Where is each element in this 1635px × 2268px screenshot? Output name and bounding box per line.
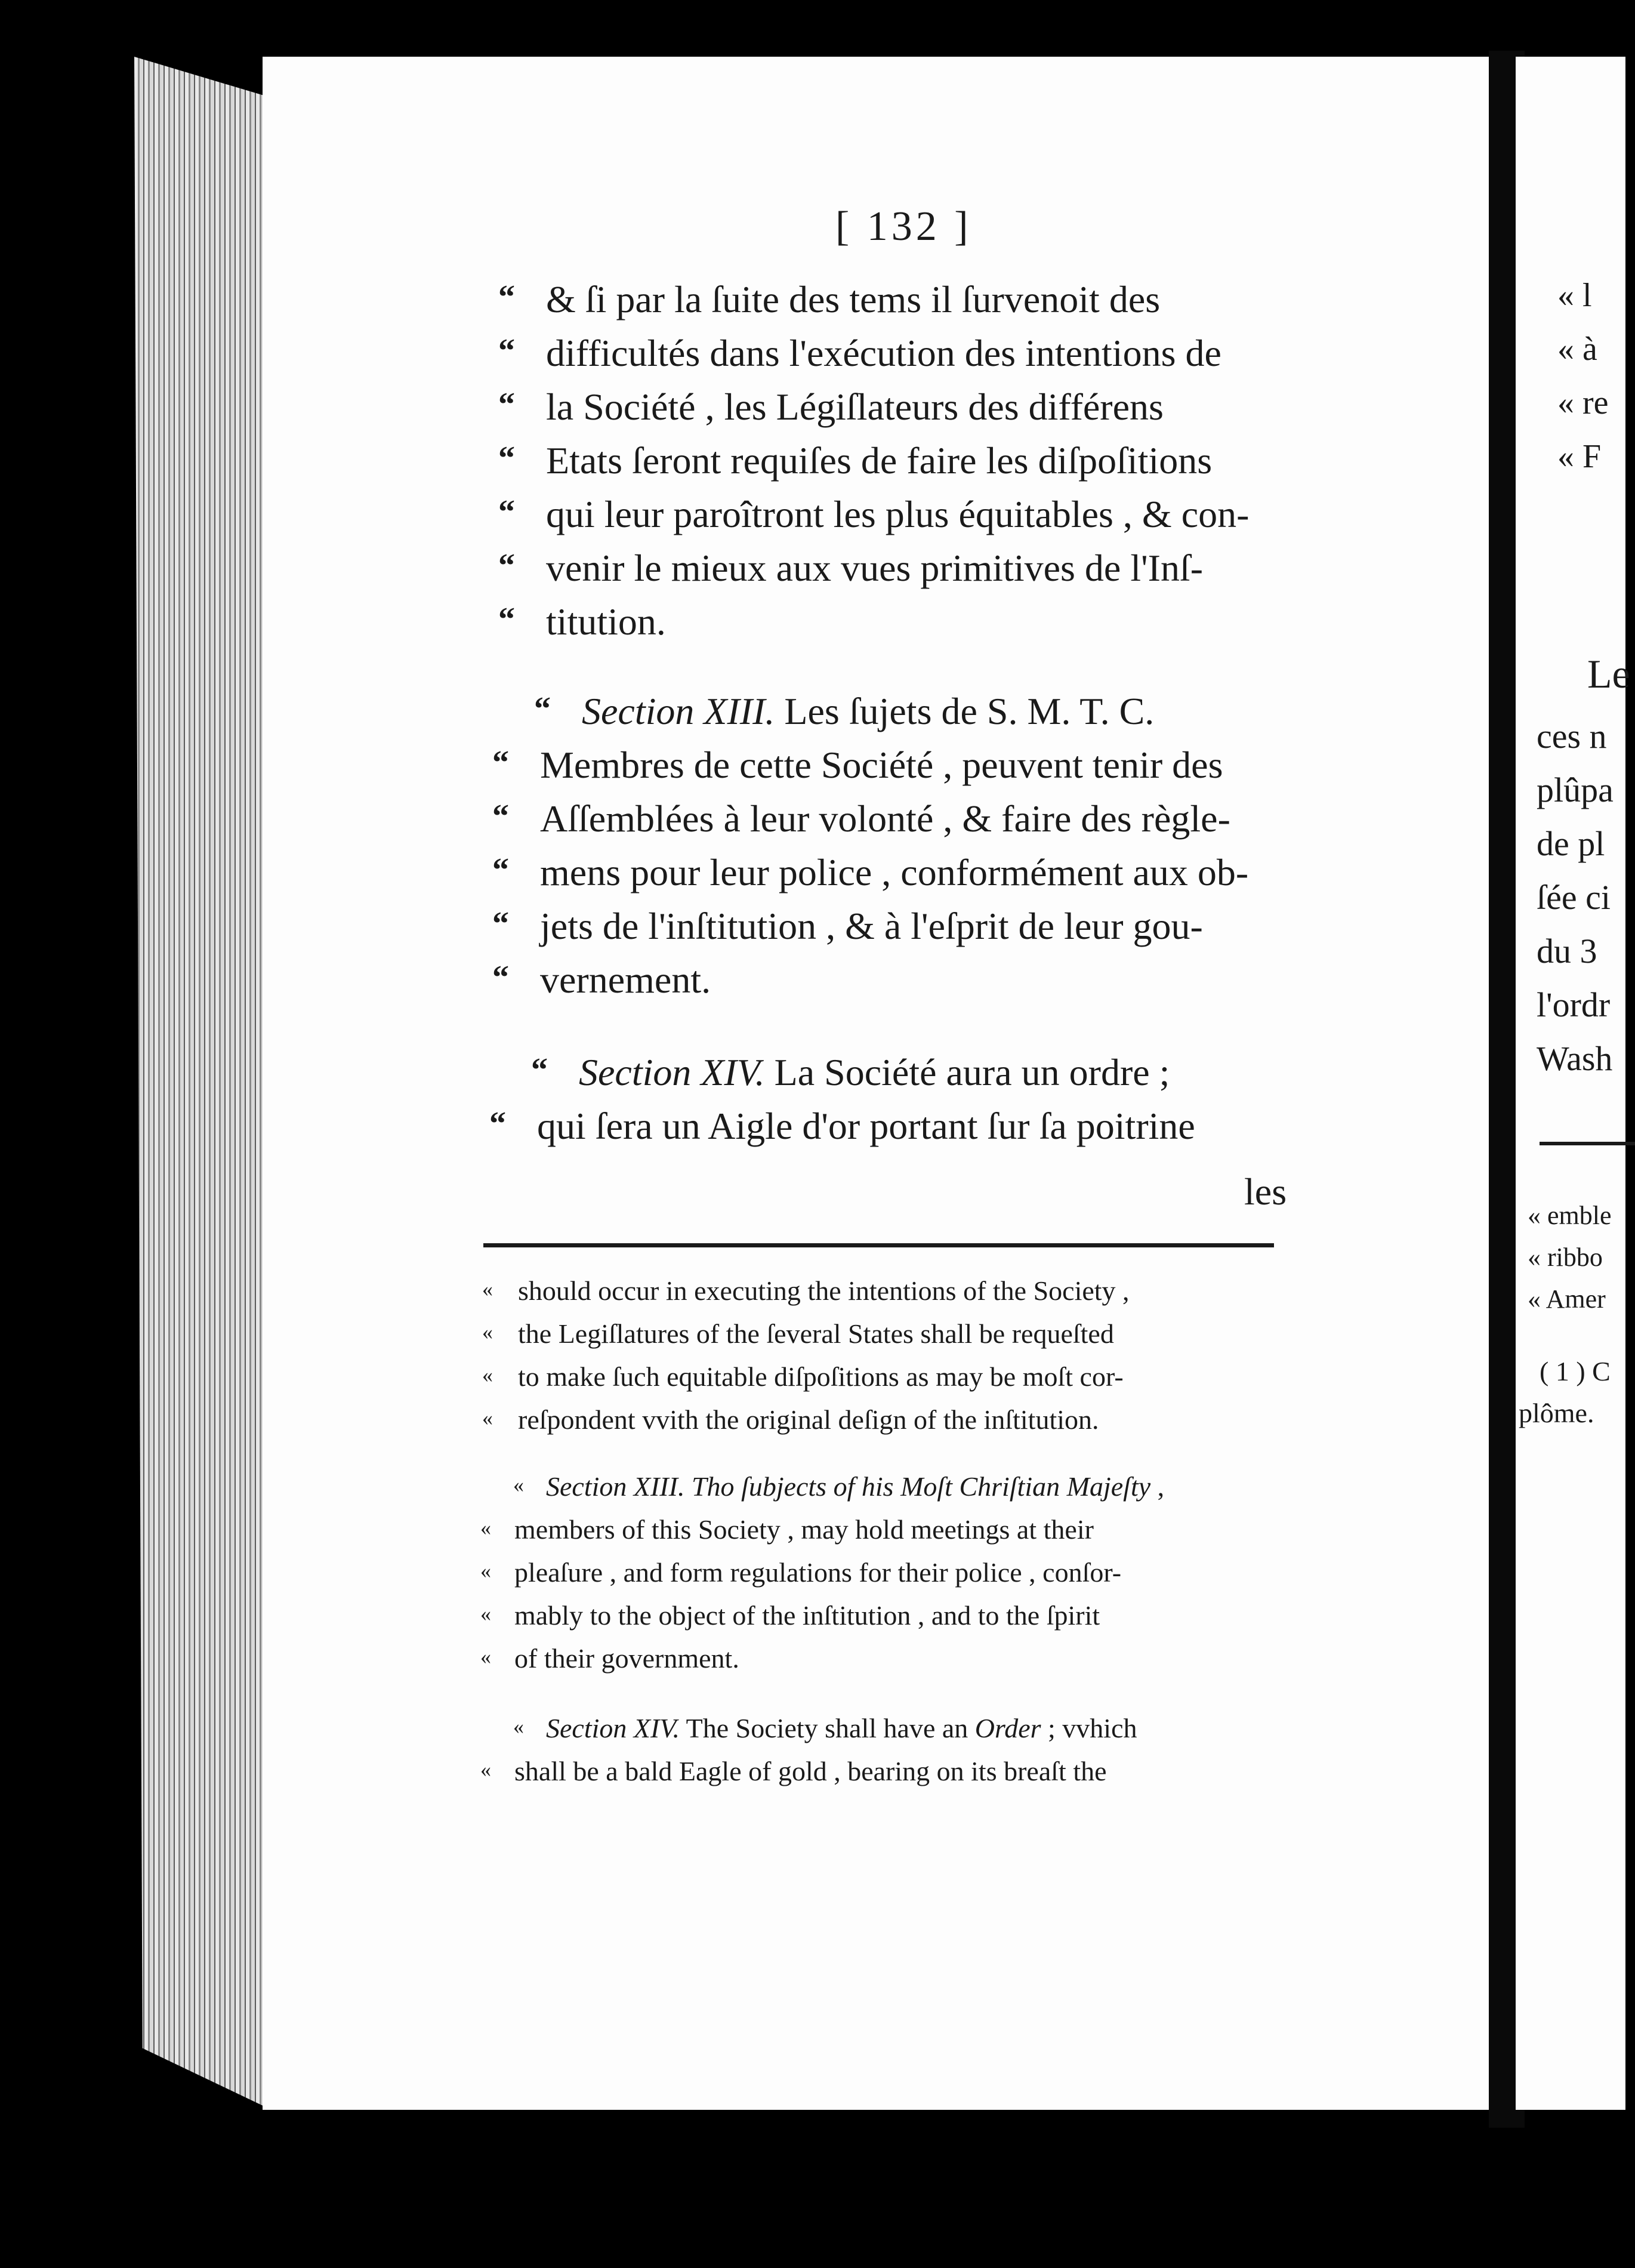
section-xiv-text: La Société aura un ordre ; xyxy=(774,1051,1170,1093)
quote-mark: « xyxy=(480,1645,491,1669)
right-body-fragment: l'ordr xyxy=(1537,985,1611,1024)
french-line: venir le mieux aux vues primitives de l'Inſ- xyxy=(546,547,1204,589)
section-xiv-label: Section XIV. xyxy=(546,1713,680,1743)
quote-mark: « xyxy=(480,1559,491,1583)
right-body-fragment: de pl xyxy=(1537,824,1605,863)
right-body-fragment: ſée ci xyxy=(1537,878,1611,917)
quote-mark: « xyxy=(513,1715,524,1739)
french-section-xiii-line xyxy=(582,692,1154,731)
right-note-fragment: ( 1 ) C xyxy=(1540,1356,1611,1386)
section-xiv-text: The Society shall have an xyxy=(686,1713,968,1743)
section-xiii-text: Tho ſubjects of his Moſt Chriſtian Majeſty xyxy=(691,1471,1151,1502)
quote-mark: “ xyxy=(498,279,515,316)
english-section-xiii-line xyxy=(546,1473,1164,1500)
quote-mark: “ xyxy=(498,547,515,584)
right-en-fragment: « ribbo xyxy=(1528,1243,1603,1272)
quote-mark: « xyxy=(482,1363,493,1387)
french-line: Etats ſeront requiſes de faire les diſpoſitions xyxy=(546,439,1213,482)
section-xiii-text: Les ſujets de S. M. T. C. xyxy=(784,690,1155,732)
french-line: jets de l'inſtitution , & à l'eſprit de leur gou- xyxy=(540,905,1203,947)
quote-mark: « xyxy=(482,1277,493,1301)
right-fr-fragment: « à xyxy=(1557,331,1597,368)
right-en-fragment: « emble xyxy=(1528,1201,1612,1230)
section-xiii-label: Section XIII. xyxy=(546,1471,685,1502)
quote-mark: « xyxy=(480,1602,491,1626)
quote-mark: “ xyxy=(534,691,551,728)
right-en-fragment: « Amer xyxy=(1528,1284,1606,1314)
french-line: qui ſera un Aigle d'or portant ſur ſa poitrine xyxy=(537,1105,1195,1147)
quote-mark: “ xyxy=(492,905,509,942)
page-number: [ 132 ] xyxy=(835,204,972,249)
quote-mark: “ xyxy=(498,440,515,477)
section-xiv-label: Section XIV. xyxy=(579,1051,765,1093)
quote-mark: “ xyxy=(498,332,515,369)
right-fr-fragment: « re xyxy=(1557,384,1609,421)
french-line: titution. xyxy=(546,600,666,643)
french-line: difficultés dans l'exécution des intentions de xyxy=(546,332,1221,374)
quote-mark: “ xyxy=(492,798,509,835)
quote-mark: « xyxy=(480,1758,491,1782)
french-line: Aſſemblées à leur volonté , & faire des règle- xyxy=(540,797,1230,840)
french-line: mens pour leur police , conformément aux ob- xyxy=(540,851,1249,893)
french-line: & ſi par la ſuite des tems il ſurvenoit des xyxy=(546,278,1161,321)
english-line: should occur in executing the intentions of the Society , xyxy=(518,1275,1130,1306)
right-body-fragment: du 3 xyxy=(1537,932,1597,970)
quote-mark: “ xyxy=(531,1052,548,1089)
french-section-xiv-line xyxy=(579,1053,1170,1092)
right-body-fragment: Le xyxy=(1587,651,1630,697)
right-body-fragment: ces n xyxy=(1537,717,1607,756)
right-body-fragment: Wash xyxy=(1537,1039,1613,1078)
english-line: reſpondent vvith the original deſign of the inſtitution. xyxy=(518,1404,1099,1435)
english-line: members of this Society , may hold meetings at their xyxy=(514,1514,1094,1545)
right-page xyxy=(1516,57,1630,2110)
catchword: les xyxy=(1244,1170,1287,1213)
english-line: mably to the object of the inſtitution , and to the ſpirit xyxy=(514,1600,1100,1631)
english-line: the Legiſlatures of the ſeveral States shall be requeſted xyxy=(518,1318,1114,1349)
french-line: qui leur paroîtront les plus équitables , & con- xyxy=(546,493,1250,535)
footnote-rule xyxy=(483,1243,1274,1247)
quote-mark: « xyxy=(482,1320,493,1344)
english-line: to make ſuch equitable diſpoſitions as may be moſt cor- xyxy=(518,1361,1124,1392)
french-line: la Société , les Légiſlateurs des différens xyxy=(546,386,1164,428)
quote-mark: “ xyxy=(492,852,509,889)
section-xiii-label: Section XIII. xyxy=(582,690,775,732)
right-body-fragment: plûpa xyxy=(1537,771,1614,809)
order-word: Order xyxy=(974,1713,1041,1743)
quote-mark: “ xyxy=(492,959,509,996)
french-line: Membres de cette Société , peuvent tenir des xyxy=(540,744,1223,786)
french-line: vernement. xyxy=(540,959,711,1001)
right-fr-fragment: « F xyxy=(1557,438,1602,475)
quote-mark: « xyxy=(482,1406,493,1430)
quote-mark: “ xyxy=(498,386,515,423)
right-note-fragment: plôme. xyxy=(1519,1398,1594,1428)
page-edges xyxy=(134,57,272,2110)
section-xiv-text-end: ; vvhich xyxy=(1048,1713,1137,1743)
quote-mark: « xyxy=(480,1516,491,1540)
quote-mark: “ xyxy=(492,744,509,781)
english-line: pleaſure , and form regulations for their police , conſor- xyxy=(514,1557,1122,1588)
section-xiii-punct: , xyxy=(1157,1471,1165,1502)
quote-mark: “ xyxy=(498,601,515,638)
english-section-xiv-line xyxy=(546,1715,1137,1742)
right-rule xyxy=(1540,1142,1635,1145)
quote-mark: “ xyxy=(489,1105,506,1142)
right-fr-fragment: « l xyxy=(1557,277,1592,314)
english-line: shall be a bald Eagle of gold , bearing on its breaſt the xyxy=(514,1756,1107,1786)
quote-mark: “ xyxy=(498,494,515,531)
english-line: of their government. xyxy=(514,1643,739,1674)
quote-mark: « xyxy=(513,1473,524,1497)
